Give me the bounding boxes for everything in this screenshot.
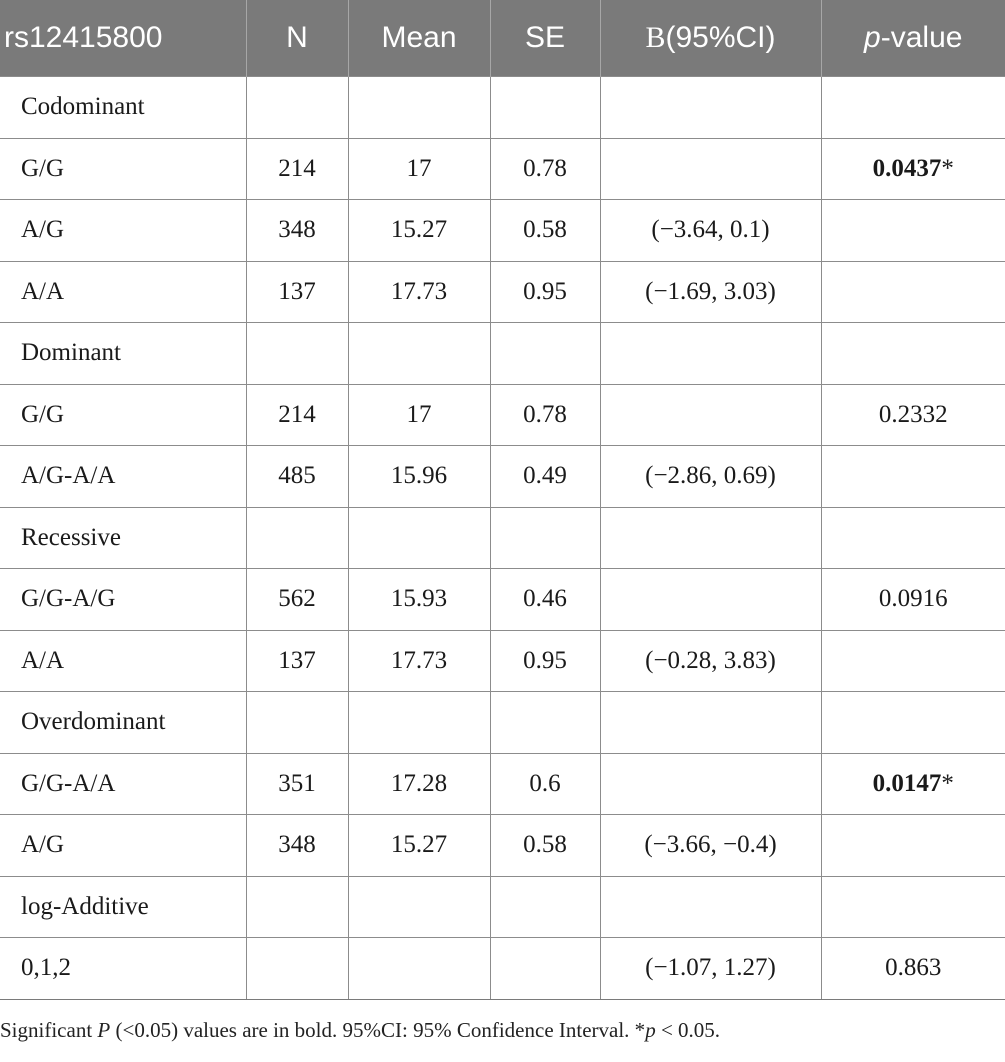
ci-cell: [600, 569, 821, 631]
n-cell: 351: [246, 753, 348, 815]
table-row: [0, 138, 1005, 200]
table-row: [0, 384, 1005, 446]
se-cell: 0.78: [490, 384, 600, 446]
table-footnote: Significant P (<0.05) values are in bold. 95%CI: 95% Confidence Interval. *p < 0.05.: [0, 1018, 721, 1042]
pvalue-text: 0.0916: [878, 585, 948, 613]
table-row: [0, 630, 1005, 692]
significance-marker: *: [941, 769, 954, 797]
mean-cell: 15.27: [348, 200, 490, 262]
genotype-cell: A/G: [0, 815, 246, 877]
se-cell: 0.46: [490, 569, 600, 631]
model-group-row: [0, 876, 1005, 938]
empty-cell: [821, 692, 1005, 754]
model-group-row: [0, 323, 1005, 385]
empty-cell: [348, 323, 490, 385]
empty-cell: [600, 77, 821, 139]
empty-cell: [600, 323, 821, 385]
empty-cell: [490, 692, 600, 754]
mean-cell: 17.73: [348, 630, 490, 692]
genotype-cell: A/A: [0, 261, 246, 323]
pvalue-cell: [821, 938, 1005, 1000]
se-cell: 0.78: [490, 138, 600, 200]
ci-cell: [600, 753, 821, 815]
pvalue-text: 0.863: [885, 954, 942, 982]
mean-cell: 17: [348, 384, 490, 446]
pvalue-cell: [821, 630, 1005, 692]
pvalue-cell: [821, 569, 1005, 631]
empty-cell: [348, 876, 490, 938]
ci-cell: [600, 138, 821, 200]
ci-cell: [600, 384, 821, 446]
mean-cell: 17.28: [348, 753, 490, 815]
genotype-cell: A/G-A/A: [0, 446, 246, 508]
genotype-cell: G/G: [0, 138, 246, 200]
empty-cell: [600, 876, 821, 938]
table-row: [0, 753, 1005, 815]
se-cell: 0.95: [490, 630, 600, 692]
empty-cell: [821, 77, 1005, 139]
empty-cell: [246, 323, 348, 385]
header-pvalue: p-value: [821, 0, 1005, 77]
mean-cell: 17: [348, 138, 490, 200]
pvalue-cell: [821, 200, 1005, 262]
n-cell: 562: [246, 569, 348, 631]
se-cell: 0.58: [490, 200, 600, 262]
pvalue-cell: [821, 815, 1005, 877]
table-row: [0, 938, 1005, 1000]
empty-cell: [490, 77, 600, 139]
empty-cell: [600, 692, 821, 754]
n-cell: 348: [246, 200, 348, 262]
genotype-cell: G/G-A/A: [0, 753, 246, 815]
mean-cell: 17.73: [348, 261, 490, 323]
table-row: [0, 569, 1005, 631]
pvalue-cell: [821, 753, 1005, 815]
n-cell: 485: [246, 446, 348, 508]
empty-cell: [821, 876, 1005, 938]
empty-cell: [490, 323, 600, 385]
genotype-cell: G/G-A/G: [0, 569, 246, 631]
table-body: [0, 77, 1005, 1000]
model-group-row: [0, 692, 1005, 754]
model-label: Dominant: [0, 323, 246, 385]
se-cell: [490, 938, 600, 1000]
empty-cell: [821, 507, 1005, 569]
pvalue-text: 0.0147: [872, 769, 942, 797]
pvalue-cell: [821, 138, 1005, 200]
pvalue-text: 0.2332: [878, 400, 948, 428]
genotype-cell: A/A: [0, 630, 246, 692]
model-label: log-Additive: [0, 876, 246, 938]
empty-cell: [246, 507, 348, 569]
header-mean: Mean: [348, 0, 490, 77]
table-row: [0, 261, 1005, 323]
empty-cell: [246, 876, 348, 938]
ci-cell: (−2.86, 0.69): [600, 446, 821, 508]
se-cell: 0.58: [490, 815, 600, 877]
genotype-cell: A/G: [0, 200, 246, 262]
empty-cell: [348, 507, 490, 569]
header-ci: B(95%CI): [600, 0, 821, 77]
genotype-cell: G/G: [0, 384, 246, 446]
header-n: N: [246, 0, 348, 77]
model-label: Recessive: [0, 507, 246, 569]
mean-cell: 15.93: [348, 569, 490, 631]
ci-cell: (−1.69, 3.03): [600, 261, 821, 323]
mean-cell: 15.96: [348, 446, 490, 508]
model-group-row: [0, 507, 1005, 569]
model-label: Overdominant: [0, 692, 246, 754]
model-group-row: [0, 77, 1005, 139]
n-cell: 137: [246, 261, 348, 323]
empty-cell: [490, 876, 600, 938]
empty-cell: [490, 507, 600, 569]
n-cell: 348: [246, 815, 348, 877]
pvalue-cell: [821, 384, 1005, 446]
empty-cell: [246, 77, 348, 139]
se-cell: 0.49: [490, 446, 600, 508]
empty-cell: [348, 77, 490, 139]
ci-cell: (−3.66, −0.4): [600, 815, 821, 877]
table-row: [0, 815, 1005, 877]
pvalue-text: 0.0437: [872, 154, 942, 182]
pvalue-cell: [821, 261, 1005, 323]
ci-cell: (−0.28, 3.83): [600, 630, 821, 692]
model-label: Codominant: [0, 77, 246, 139]
empty-cell: [246, 692, 348, 754]
header-snp: rs12415800: [0, 0, 246, 77]
table-row: [0, 446, 1005, 508]
se-cell: 0.6: [490, 753, 600, 815]
empty-cell: [821, 323, 1005, 385]
se-cell: 0.95: [490, 261, 600, 323]
ci-cell: (−3.64, 0.1): [600, 200, 821, 262]
table-header: [0, 0, 1005, 77]
n-cell: [246, 938, 348, 1000]
table-row: [0, 200, 1005, 262]
mean-cell: [348, 938, 490, 1000]
n-cell: 137: [246, 630, 348, 692]
header-se: SE: [490, 0, 600, 77]
n-cell: 214: [246, 384, 348, 446]
ci-cell: (−1.07, 1.27): [600, 938, 821, 1000]
pvalue-cell: [821, 446, 1005, 508]
mean-cell: 15.27: [348, 815, 490, 877]
empty-cell: [600, 507, 821, 569]
significance-marker: *: [941, 154, 954, 182]
empty-cell: [348, 692, 490, 754]
genotype-cell: 0,1,2: [0, 938, 246, 1000]
n-cell: 214: [246, 138, 348, 200]
